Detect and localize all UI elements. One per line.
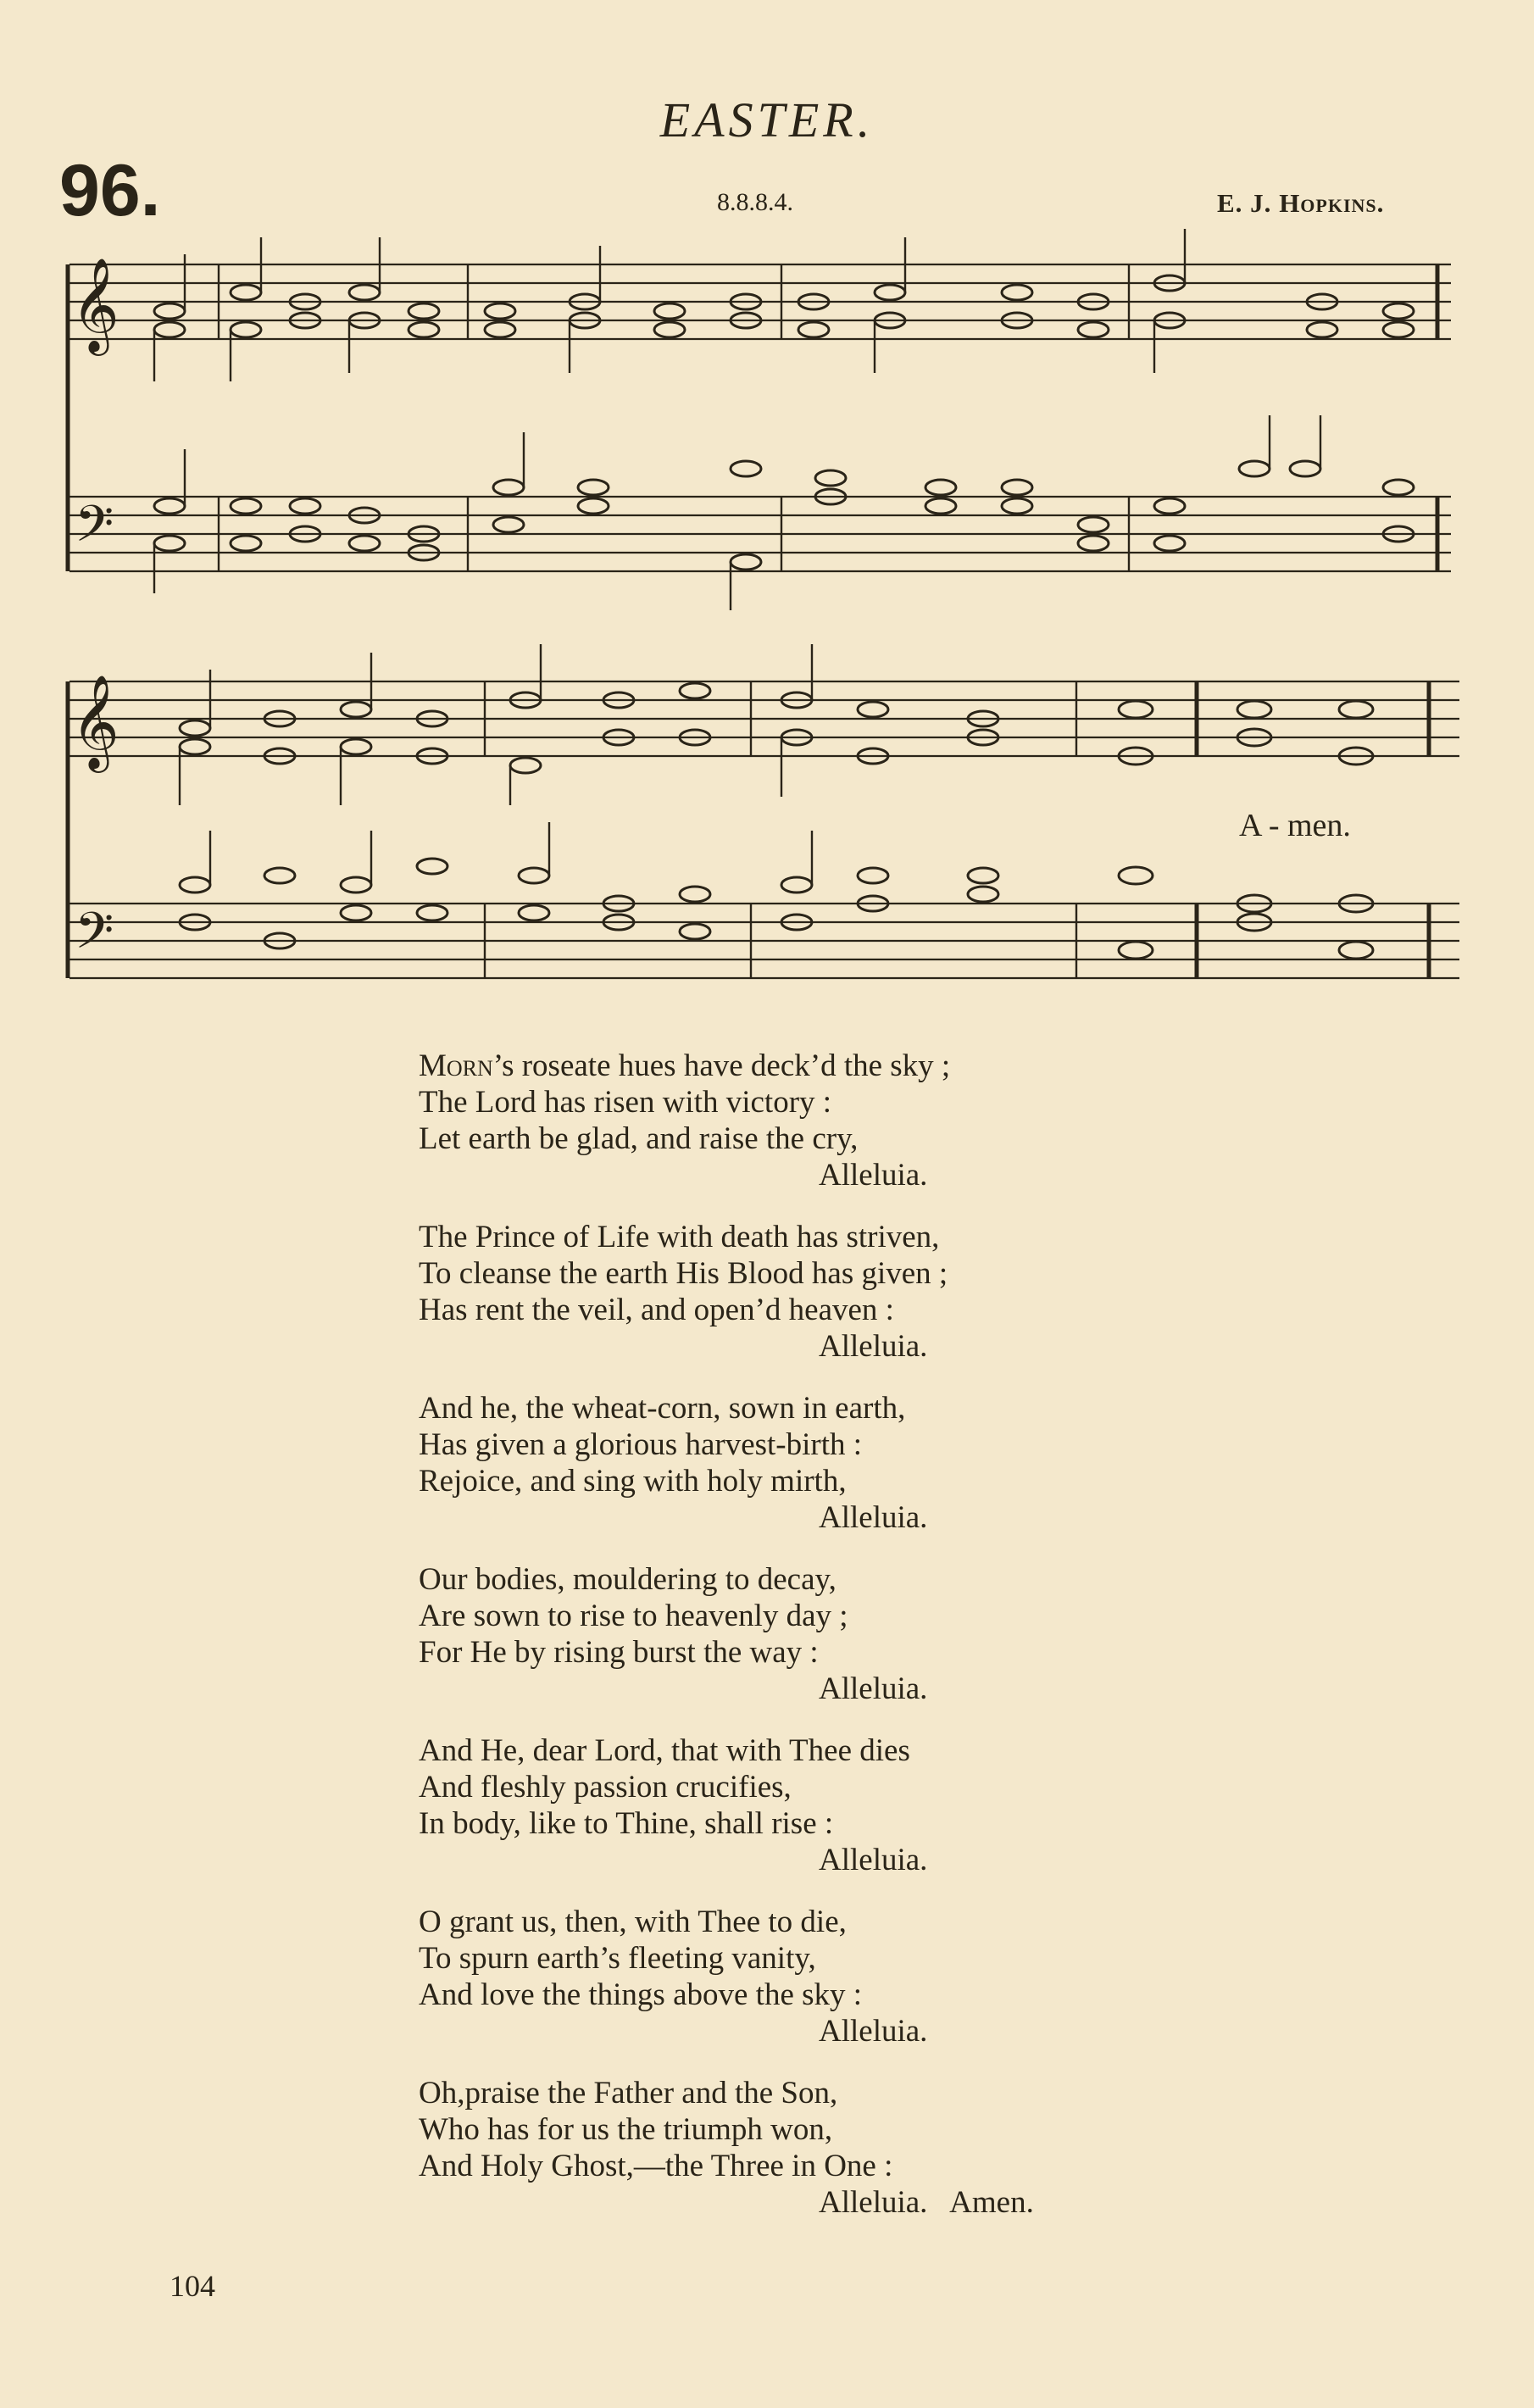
verse-line: Our bodies, mouldering to decay,	[419, 1562, 836, 1597]
verse-line: Who has for us the triumph won,	[419, 2112, 833, 2147]
verse-refrain: Alleluia.	[819, 1671, 928, 1706]
verses	[419, 1048, 1181, 2246]
verse-line: And Holy Ghost,—the Three in One :	[419, 2149, 893, 2183]
verse-line: In body, like to Thine, shall rise :	[419, 1806, 834, 1841]
verse-refrain: Alleluia.	[819, 1843, 928, 1877]
verse-refrain: Alleluia.	[819, 1158, 928, 1193]
verse-1	[419, 1048, 1181, 1193]
page-number: 104	[170, 2269, 215, 2303]
verse-line: Has rent the veil, and open’d heaven :	[419, 1293, 894, 1327]
verse-line	[419, 1048, 1181, 1084]
bass-clef-icon-2: 𝄢	[75, 901, 114, 972]
bass-clef-icon: 𝄢	[75, 494, 114, 565]
verse-line: And He, dear Lord, that with Thee dies	[419, 1733, 910, 1768]
verse-refrain: Alleluia. Amen.	[819, 2185, 1034, 2220]
treble-clef-icon: 𝄞	[71, 257, 119, 352]
verse-line: And he, the wheat-corn, sown in earth,	[419, 1391, 906, 1426]
section-title: EASTER.	[659, 92, 875, 147]
note-heads	[154, 275, 1414, 959]
music-score	[0, 0, 1534, 1000]
verse-line: To cleanse the earth His Blood has given ;	[419, 1256, 948, 1291]
verse-line-text: ’s roseate hues have deck’d the sky ;	[492, 1048, 951, 1083]
verse-5	[419, 1732, 1181, 1878]
verse-refrain: Alleluia.	[819, 2014, 928, 2049]
verse-line: The Lord has risen with victory :	[419, 1085, 832, 1120]
composer-surname: Hopkins.	[1279, 188, 1385, 218]
meter: 8.8.8.4.	[717, 188, 793, 216]
verse-first-word: Morn	[419, 1048, 493, 1083]
amen-label: A - men.	[1239, 808, 1351, 843]
verse-2	[419, 1219, 1181, 1365]
verse-4	[419, 1561, 1181, 1707]
verse-line: And love the things above the sky :	[419, 1977, 863, 2012]
verse-7	[419, 2075, 1181, 2221]
system1-barlines	[219, 264, 1437, 571]
verse-line: O grant us, then, with Thee to die,	[419, 1905, 847, 1939]
verse-6	[419, 1904, 1181, 2049]
hymn-number: 96.	[59, 150, 161, 231]
composer-initials: E. J.	[1217, 188, 1272, 218]
verse-line: To spurn earth’s fleeting vanity,	[419, 1941, 816, 1976]
verse-refrain: Alleluia.	[819, 1500, 928, 1535]
verse-line: Let earth be glad, and raise the cry,	[419, 1121, 859, 1156]
verse-line: Are sown to rise to heavenly day ;	[419, 1599, 848, 1633]
verse-line: Rejoice, and sing with holy mirth,	[419, 1464, 847, 1499]
verse-refrain: Alleluia.	[819, 1329, 928, 1364]
treble-clef-icon-2: 𝄞	[71, 674, 119, 769]
verse-line: For He by rising burst the way :	[419, 1635, 819, 1670]
verse-line: And fleshly passion crucifies,	[419, 1770, 792, 1805]
verse-3	[419, 1390, 1181, 1536]
verse-line: Oh,praise the Father and the Son,	[419, 2076, 838, 2110]
verse-line: The Prince of Life with death has striven,	[419, 1220, 940, 1254]
verse-line: Has given a glorious harvest-birth :	[419, 1427, 863, 1462]
